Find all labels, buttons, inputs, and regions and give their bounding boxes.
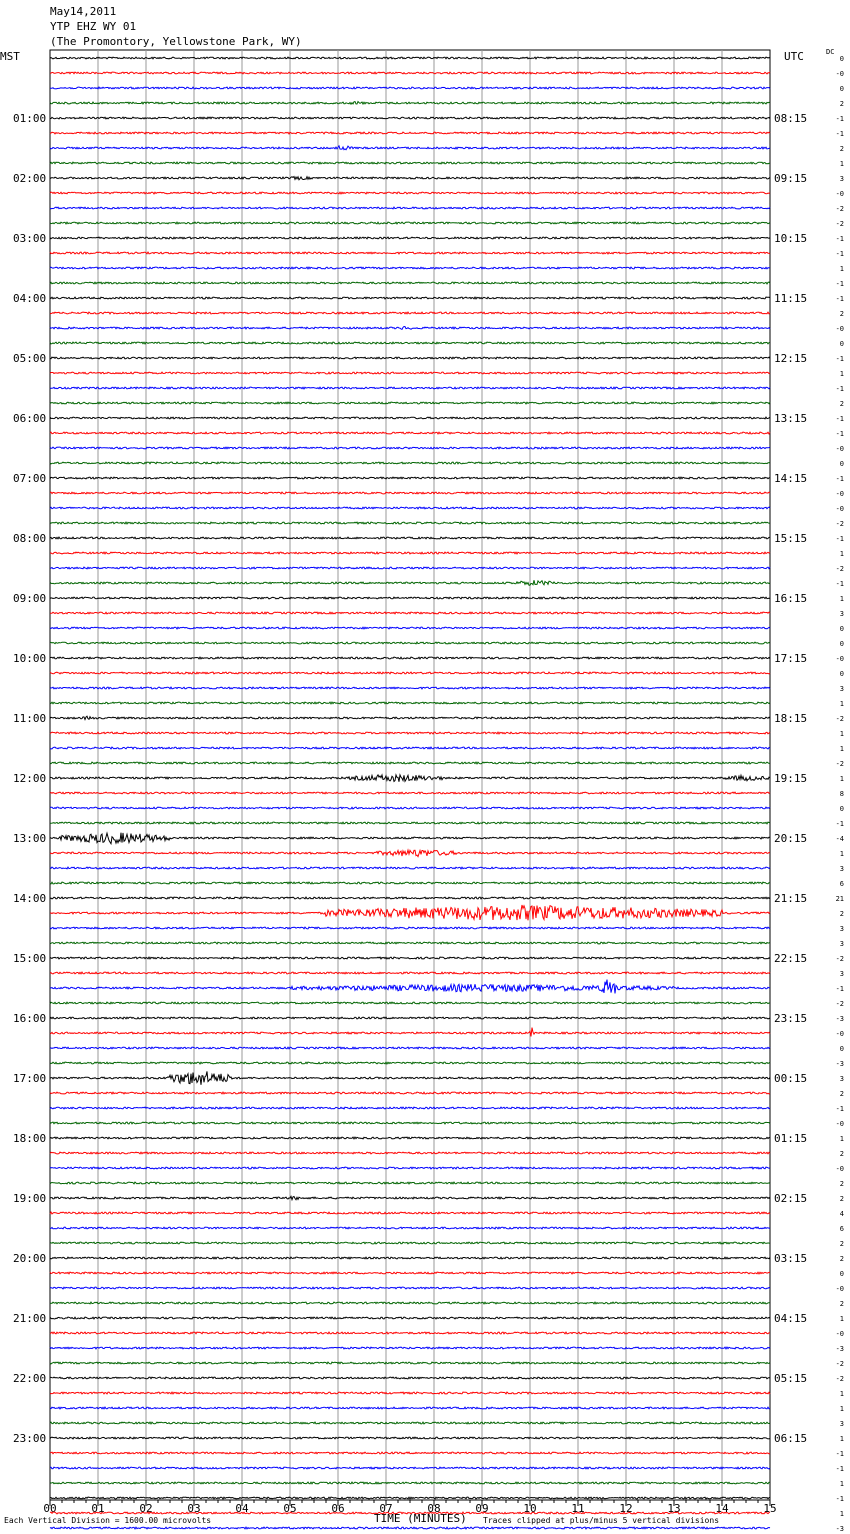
dc-offset-label: -1 xyxy=(835,295,844,303)
dc-offset-label: 2 xyxy=(839,310,844,318)
trace-96 xyxy=(50,1497,770,1499)
dc-offset-label: -2 xyxy=(835,1360,844,1368)
dc-offset-label: -0 xyxy=(835,490,844,498)
left-hour-label: 20:00 xyxy=(13,1252,47,1265)
dc-offset-label: 1 xyxy=(839,730,844,738)
dc-offset-label: 1 xyxy=(839,1510,844,1518)
right-hour-label: 14:15 xyxy=(774,472,808,485)
trace-50 xyxy=(50,807,770,809)
trace-23 xyxy=(50,402,770,404)
dc-offset-label: 1 xyxy=(839,850,844,858)
trace-95 xyxy=(50,1482,770,1484)
trace-27 xyxy=(50,462,770,464)
dc-offset-label: -3 xyxy=(835,1060,844,1068)
right-hour-label: 19:15 xyxy=(774,772,808,785)
trace-79 xyxy=(50,1242,770,1244)
trace-38 xyxy=(50,627,770,629)
trace-10 xyxy=(50,207,770,209)
x-tick-label: 03 xyxy=(187,1502,201,1515)
x-tick-label: 15 xyxy=(763,1502,777,1515)
trace-71 xyxy=(50,1122,770,1124)
dc-offset-label: 2 xyxy=(839,145,844,153)
dc-offset-label: -2 xyxy=(835,1000,844,1008)
dc-offset-label: 0 xyxy=(839,640,844,648)
left-hour-label: 14:00 xyxy=(13,892,47,905)
dc-offset-label: 0 xyxy=(839,625,844,633)
trace-13 xyxy=(50,252,770,254)
x-tick-label: 06 xyxy=(331,1502,345,1515)
dc-offset-label: 1 xyxy=(839,1480,844,1488)
trace-48 xyxy=(50,775,770,782)
trace-62 xyxy=(50,980,770,994)
trace-98 xyxy=(50,1527,770,1529)
right-hour-label: 10:15 xyxy=(774,232,808,245)
dc-offset-label: -3 xyxy=(835,1525,844,1533)
trace-2 xyxy=(50,87,770,89)
dc-offset-label: -4 xyxy=(835,835,844,843)
right-hour-label: 23:15 xyxy=(774,1012,808,1025)
station-code: YTP EHZ WY 01 xyxy=(50,20,137,33)
chart-date: May14,2011 xyxy=(50,5,117,18)
trace-81 xyxy=(50,1272,770,1274)
trace-75 xyxy=(50,1182,770,1184)
left-hour-label: 04:00 xyxy=(13,292,47,305)
trace-82 xyxy=(50,1287,770,1289)
trace-77 xyxy=(50,1212,770,1214)
trace-40 xyxy=(50,657,770,659)
dc-offset-label: 1 xyxy=(839,1315,844,1323)
dc-offset-label: -1 xyxy=(835,385,844,393)
x-tick-label: 11 xyxy=(571,1502,585,1515)
trace-17 xyxy=(50,312,770,314)
trace-66 xyxy=(50,1047,770,1049)
dc-offset-label: -2 xyxy=(835,1375,844,1383)
trace-80 xyxy=(50,1257,770,1259)
left-hour-label: 01:00 xyxy=(13,112,47,125)
right-hour-label: 06:15 xyxy=(774,1432,808,1445)
x-tick-label: 07 xyxy=(379,1502,393,1515)
trace-43 xyxy=(50,702,770,704)
right-hour-label: 18:15 xyxy=(774,712,808,725)
left-hour-label: 21:00 xyxy=(13,1312,47,1325)
dc-offset-label: -1 xyxy=(835,130,844,138)
trace-15 xyxy=(50,282,770,284)
x-tick-label: 08 xyxy=(427,1502,441,1515)
trace-60 xyxy=(50,957,770,959)
dc-offset-label: 3 xyxy=(839,940,844,948)
dc-offset-label: 2 xyxy=(839,1090,844,1098)
right-hour-label: 20:15 xyxy=(774,832,808,845)
dc-offset-label: 1 xyxy=(839,1435,844,1443)
dc-offset-label: -2 xyxy=(835,760,844,768)
dc-offset-label: 1 xyxy=(839,265,844,273)
utc-label: UTC xyxy=(784,50,804,63)
trace-31 xyxy=(50,522,770,524)
left-hour-label: 11:00 xyxy=(13,712,47,725)
trace-68 xyxy=(50,1071,770,1084)
trace-90 xyxy=(50,1407,770,1409)
trace-89 xyxy=(50,1392,770,1394)
trace-52 xyxy=(50,833,770,844)
trace-56 xyxy=(50,897,770,899)
left-hour-label: 19:00 xyxy=(13,1192,47,1205)
trace-4 xyxy=(50,117,770,119)
dc-offset-label: -1 xyxy=(835,535,844,543)
trace-29 xyxy=(50,492,770,494)
trace-55 xyxy=(50,882,770,884)
dc-offset-label: -2 xyxy=(835,565,844,573)
dc-offset-label: 6 xyxy=(839,880,844,888)
right-hour-label: 02:15 xyxy=(774,1192,808,1205)
trace-35 xyxy=(50,580,770,585)
trace-3 xyxy=(50,102,770,105)
trace-34 xyxy=(50,567,770,569)
dc-offset-label: -1 xyxy=(835,280,844,288)
right-hour-label: 13:15 xyxy=(774,412,808,425)
right-hour-label: 08:15 xyxy=(774,112,808,125)
dc-offset-label: 2 xyxy=(839,1180,844,1188)
right-hour-label: 21:15 xyxy=(774,892,808,905)
dc-offset-label: -1 xyxy=(835,1465,844,1473)
scale-note: Each Vertical Division = 1600.00 microvolts xyxy=(4,1516,212,1525)
dc-offset-label: -0 xyxy=(835,445,844,453)
dc-offset-label: 3 xyxy=(839,865,844,873)
right-hour-label: 15:15 xyxy=(774,532,808,545)
dc-offset-label: -2 xyxy=(835,955,844,963)
dc-offset-label: -0 xyxy=(835,325,844,333)
trace-28 xyxy=(50,477,770,479)
right-hour-label: 09:15 xyxy=(774,172,808,185)
dc-offset-label: -2 xyxy=(835,205,844,213)
dc-offset-label: -0 xyxy=(835,655,844,663)
trace-11 xyxy=(50,222,770,224)
x-axis-label: TIME (MINUTES) xyxy=(374,1512,467,1525)
trace-73 xyxy=(50,1152,770,1154)
trace-61 xyxy=(50,972,770,974)
trace-74 xyxy=(50,1167,770,1169)
trace-85 xyxy=(50,1332,770,1334)
dc-offset-label: 1 xyxy=(839,1405,844,1413)
dc-offset-label: 2 xyxy=(839,910,844,918)
dc-offset-label: -1 xyxy=(835,1105,844,1113)
x-tick-label: 01 xyxy=(91,1502,105,1515)
right-hour-label: 12:15 xyxy=(774,352,808,365)
x-tick-label: 13 xyxy=(667,1502,681,1515)
dc-offset-label: 8 xyxy=(839,790,844,798)
trace-58 xyxy=(50,927,770,929)
right-hour-label: 17:15 xyxy=(774,652,808,665)
dc-offset-label: 2 xyxy=(839,1255,844,1263)
trace-91 xyxy=(50,1422,770,1424)
dc-offset-label: -0 xyxy=(835,70,844,78)
left-hour-label: 05:00 xyxy=(13,352,47,365)
dc-offset-label: 1 xyxy=(839,595,844,603)
dc-offset-label: 3 xyxy=(839,610,844,618)
left-hour-label: 23:00 xyxy=(13,1432,47,1445)
trace-83 xyxy=(50,1302,770,1304)
dc-offset-label: -2 xyxy=(835,520,844,528)
trace-20 xyxy=(50,357,770,359)
left-hour-label: 13:00 xyxy=(13,832,47,845)
right-hour-label: 00:15 xyxy=(774,1072,808,1085)
dc-offset-label: 0 xyxy=(839,1270,844,1278)
dc-offset-label: -0 xyxy=(835,505,844,513)
trace-26 xyxy=(50,447,770,449)
trace-1 xyxy=(50,72,770,74)
dc-offset-label: 0 xyxy=(839,1045,844,1053)
dc-offset-label: 1 xyxy=(839,745,844,753)
trace-59 xyxy=(50,942,770,944)
dc-offset-label: 3 xyxy=(839,1075,844,1083)
trace-36 xyxy=(50,597,770,599)
dc-offset-label: 2 xyxy=(839,1150,844,1158)
dc-offset-label: 2 xyxy=(839,400,844,408)
x-tick-label: 04 xyxy=(235,1502,249,1515)
left-hour-label: 06:00 xyxy=(13,412,47,425)
dc-offset-label: 1 xyxy=(839,700,844,708)
dc-offset-label: 0 xyxy=(839,55,844,63)
dc-offset-label: -0 xyxy=(835,1120,844,1128)
trace-67 xyxy=(50,1062,770,1064)
mst-label: MST xyxy=(0,50,20,63)
trace-44 xyxy=(50,716,770,719)
trace-45 xyxy=(50,732,770,734)
dc-offset-label: -1 xyxy=(835,115,844,123)
left-hour-label: 18:00 xyxy=(13,1132,47,1145)
right-hour-label: 05:15 xyxy=(774,1372,808,1385)
left-hour-label: 08:00 xyxy=(13,532,47,545)
left-hour-label: 03:00 xyxy=(13,232,47,245)
trace-6 xyxy=(50,146,770,150)
dc-offset-label: 1 xyxy=(839,160,844,168)
dc-offset-label: -1 xyxy=(835,430,844,438)
trace-72 xyxy=(50,1137,770,1139)
dc-offset-label: -3 xyxy=(835,1015,844,1023)
dc-offset-label: 1 xyxy=(839,550,844,558)
dc-offset-label: -2 xyxy=(835,220,844,228)
x-tick-label: 05 xyxy=(283,1502,297,1515)
trace-37 xyxy=(50,612,770,614)
trace-12 xyxy=(50,237,770,239)
trace-65 xyxy=(50,1028,770,1037)
dc-offset-label: -1 xyxy=(835,475,844,483)
trace-22 xyxy=(50,387,770,389)
trace-51 xyxy=(50,822,770,824)
dc-offset-label: -0 xyxy=(835,1285,844,1293)
dc-offset-label: -3 xyxy=(835,1345,844,1353)
trace-5 xyxy=(50,132,770,134)
dc-offset-label: 3 xyxy=(839,970,844,978)
dc-offset-label: -1 xyxy=(835,355,844,363)
left-hour-label: 12:00 xyxy=(13,772,47,785)
trace-41 xyxy=(50,672,770,674)
dc-offset-label: -0 xyxy=(835,1165,844,1173)
trace-87 xyxy=(50,1362,770,1364)
dc-offset-label: 2 xyxy=(839,1195,844,1203)
dc-offset-label: 3 xyxy=(839,925,844,933)
dc-offset-label: 1 xyxy=(839,1135,844,1143)
trace-88 xyxy=(50,1377,770,1379)
trace-94 xyxy=(50,1467,770,1469)
dc-offset-label: -2 xyxy=(835,715,844,723)
left-hour-label: 16:00 xyxy=(13,1012,47,1025)
trace-25 xyxy=(50,432,770,434)
trace-21 xyxy=(50,372,770,374)
trace-70 xyxy=(50,1107,770,1109)
trace-69 xyxy=(50,1092,770,1094)
x-tick-label: 14 xyxy=(715,1502,729,1515)
trace-8 xyxy=(50,177,770,180)
trace-18 xyxy=(50,327,770,330)
trace-53 xyxy=(50,850,770,857)
trace-76 xyxy=(50,1196,770,1199)
x-tick-label: 00 xyxy=(43,1502,57,1515)
left-hour-label: 15:00 xyxy=(13,952,47,965)
trace-9 xyxy=(50,192,770,194)
trace-7 xyxy=(50,162,770,164)
dc-offset-label: -0 xyxy=(835,190,844,198)
dc-offset-label: 4 xyxy=(839,1210,844,1218)
left-hour-label: 22:00 xyxy=(13,1372,47,1385)
dc-offset-label: 0 xyxy=(839,340,844,348)
trace-84 xyxy=(50,1317,770,1319)
left-hour-label: 07:00 xyxy=(13,472,47,485)
dc-offset-label: 3 xyxy=(839,175,844,183)
dc-offset-label: 6 xyxy=(839,1225,844,1233)
right-hour-label: 16:15 xyxy=(774,592,808,605)
trace-63 xyxy=(50,1002,770,1004)
trace-33 xyxy=(50,552,770,554)
left-hour-label: 09:00 xyxy=(13,592,47,605)
dc-offset-label: -1 xyxy=(835,1495,844,1503)
trace-19 xyxy=(50,342,770,344)
dc-offset-label: -0 xyxy=(835,1330,844,1338)
trace-49 xyxy=(50,792,770,794)
x-tick-label: 09 xyxy=(475,1502,489,1515)
trace-0 xyxy=(50,57,770,59)
trace-78 xyxy=(50,1227,770,1229)
dc-offset-label: 0 xyxy=(839,460,844,468)
right-hour-label: 01:15 xyxy=(774,1132,808,1145)
left-hour-label: 17:00 xyxy=(13,1072,47,1085)
trace-24 xyxy=(50,417,770,419)
dc-offset-label: -1 xyxy=(835,250,844,258)
trace-86 xyxy=(50,1347,770,1349)
trace-16 xyxy=(50,297,770,299)
dc-offset-label: 0 xyxy=(839,805,844,813)
dc-label: DC xyxy=(826,48,835,56)
right-hour-label: 03:15 xyxy=(774,1252,808,1265)
dc-offset-label: 1 xyxy=(839,370,844,378)
dc-offset-label: -1 xyxy=(835,235,844,243)
dc-offset-label: 3 xyxy=(839,685,844,693)
right-hour-label: 22:15 xyxy=(774,952,808,965)
right-hour-label: 11:15 xyxy=(774,292,808,305)
right-hour-label: 04:15 xyxy=(774,1312,808,1325)
trace-92 xyxy=(50,1437,770,1439)
dc-offset-label: -1 xyxy=(835,985,844,993)
x-tick-label: 02 xyxy=(139,1502,153,1515)
trace-30 xyxy=(50,507,770,509)
trace-64 xyxy=(50,1017,770,1019)
dc-offset-label: 3 xyxy=(839,1420,844,1428)
trace-32 xyxy=(50,537,770,539)
dc-offset-label: 21 xyxy=(835,895,844,903)
trace-93 xyxy=(50,1452,770,1454)
dc-offset-label: -1 xyxy=(835,415,844,423)
trace-46 xyxy=(50,747,770,749)
left-hour-label: 10:00 xyxy=(13,652,47,665)
dc-offset-label: 2 xyxy=(839,1300,844,1308)
dc-offset-label: -1 xyxy=(835,1450,844,1458)
x-tick-label: 10 xyxy=(523,1502,537,1515)
trace-14 xyxy=(50,267,770,269)
trace-57 xyxy=(50,905,770,920)
dc-offset-label: 2 xyxy=(839,100,844,108)
station-location: (The Promontory, Yellowstone Park, WY) xyxy=(50,35,302,48)
dc-offset-label: -1 xyxy=(835,820,844,828)
clip-note: Traces clipped at plus/minus 5 vertical divisions xyxy=(483,1516,720,1525)
x-tick-label: 12 xyxy=(619,1502,633,1515)
trace-42 xyxy=(50,687,770,689)
dc-offset-label: 1 xyxy=(839,1390,844,1398)
trace-47 xyxy=(50,762,770,764)
dc-offset-label: 1 xyxy=(839,775,844,783)
left-hour-label: 02:00 xyxy=(13,172,47,185)
dc-offset-label: -0 xyxy=(835,1030,844,1038)
trace-39 xyxy=(50,642,770,644)
dc-offset-label: -1 xyxy=(835,580,844,588)
trace-54 xyxy=(50,867,770,869)
dc-offset-label: 2 xyxy=(839,1240,844,1248)
dc-offset-label: 0 xyxy=(839,670,844,678)
dc-offset-label: 0 xyxy=(839,85,844,93)
